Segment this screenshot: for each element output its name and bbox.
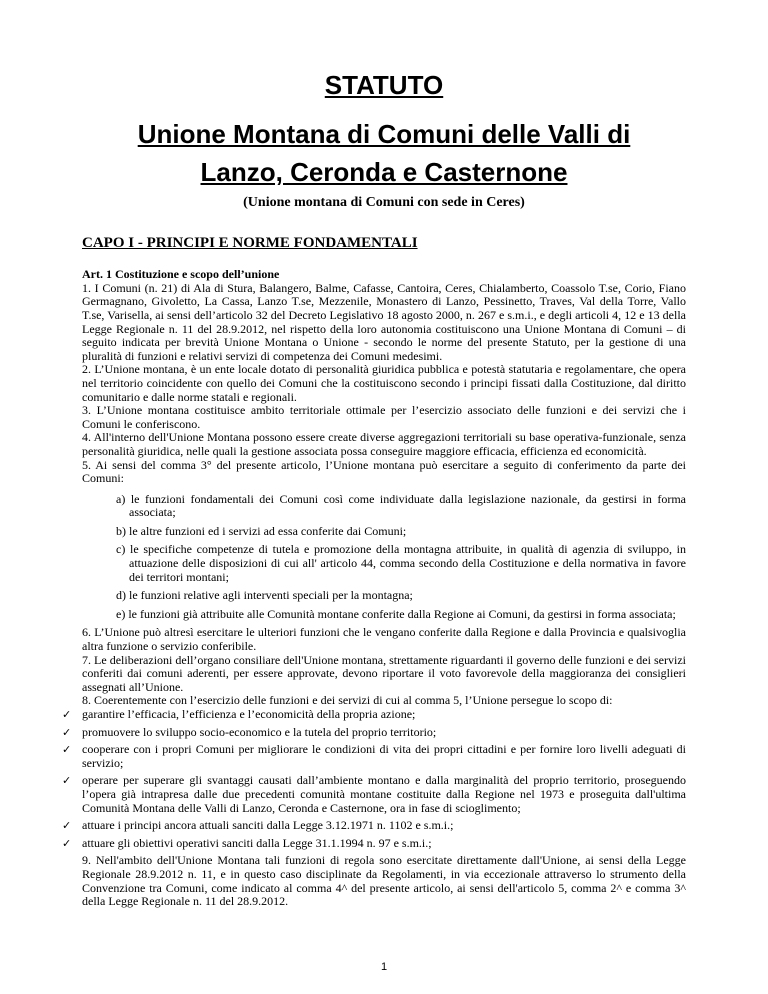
checklist-item-text: garantire l’efficacia, l’efficienza e l’economicità della propria azione; <box>82 707 416 721</box>
paragraph: 1. I Comuni (n. 21) di Ala di Stura, Balangero, Balme, Cafasse, Cantoira, Ceres, Chialamberto, Coassolo T.se, Corio, Fiano Germagnano, Givoletto, La Cassa, Lanzo T.se, Mezzenile, Monastero di Lanzo, Pessinetto, Traves, Val della Torre, Vallo T.se, Varisella, ai sensi dell’articolo 32 del Decreto Legislativo 18 agosto 2000, n. 267 e s.m.i., e degli articoli 4, 12 e 13 della Legge Regionale n. 11 del 28.9.2012, nel rispetto della loro autonomia costituiscono una Unione Montana di Comuni – di seguito indicata per brevità Unione Montana o Unione - secondo le norme del presente Statuto, per la gestione di una pluralità di funzioni e relativi servizi di competenza dei Comuni medesimi. <box>82 280 686 363</box>
checklist-item <box>62 742 686 770</box>
lettered-list-item: e) le funzioni già attribuite alle Comunità montane conferite dalla Regione ai Comuni, da gestirsi in forma associata; <box>116 606 676 621</box>
paragraph: 2. L’Unione montana, è un ente locale dotato di personalità giuridica pubblica e potestà statutaria e regolamentare, che opera nel territorio coincidente con quello dei Comuni che la costituiscono secondo i principi fissati dalla Costituzione, dal diritto comunitario e dalle norme statali e regionali. <box>82 362 686 404</box>
document-title: STATUTO <box>324 70 444 100</box>
document-note: (Unione montana di Comuni con sede in Ceres) <box>243 195 525 211</box>
paragraph: 7. Le deliberazioni dell’organo consiliare dell'Unione montana, strettamente riguardanti il governo delle funzioni e dei servizi conferiti dai comuni aderenti, per essere approvate, devono riportare il voto favorevole della maggioranza dei consiglieri assegnati all’Unione. <box>82 652 686 694</box>
chapter-heading: CAPO I - PRINCIPI E NORME FONDAMENTALI <box>82 235 418 252</box>
checklist-item-text: operare per superare gli svantaggi causati dall’ambiente montano e dalla marginalità del proprio territorio, proseguendo l’opera già intrapresa dalle due precedenti comunità montane costituite dalla Regione nel 1973 e proseguita dall'ultima Comunità Montana delle Valli di Lanzo, Ceronda e Casternone, ora in fase di scioglimento; <box>82 773 686 815</box>
checklist-item-text: attuare gli obiettivi operativi sanciti dalla Legge 31.1.1994 n. 97 e s.m.i.; <box>82 835 432 850</box>
checklist-item-text: promuovere lo sviluppo socio-economico e la tutela del proprio territorio; <box>82 724 437 739</box>
checkmark-icon: ✓ <box>62 743 72 757</box>
checklist-item <box>62 818 686 833</box>
lettered-list-item: a) le funzioni fondamentali dei Comuni così come individuate dalla legislazione nazionale, da gestirsi in forma associata; <box>116 491 686 520</box>
paragraph: 3. L’Unione montana costituisce ambito territoriale ottimale per l’esercizio associato delle funzioni e dei servizi che i Comuni le conferiscono. <box>82 403 686 431</box>
checklist <box>62 707 686 850</box>
checklist-item-text: attuare i principi ancora attuali sanciti dalla Legge 3.12.1971 n. 1102 e s.m.i.; <box>82 818 454 833</box>
paragraph: 9. Nell'ambito dell'Unione Montana tali funzioni di regola sono esercitate direttamente dall'Unione, ai sensi della Legge Regionale 28.9.2012 n. 11, e in questo caso disciplinate da Regolamenti, in via eccezionale attraverso lo strumento della Convenzione tra Comuni, come indicato al comma 4^ del presente articolo, ai sensi dell'articolo 5, comma 2^ e comma 3^ della Legge Regionale n. 11 del 28.9.2012. <box>82 853 686 909</box>
article-title: Art. 1 Costituzione e scopo dell’unione <box>82 267 280 282</box>
checkmark-icon: ✓ <box>62 819 72 833</box>
checkmark-icon: ✓ <box>62 836 72 850</box>
paragraph: 8. Coerentemente con l’esercizio delle funzioni e dei servizi di cui al comma 5, l’Unione persegue lo scopo di: <box>82 693 613 708</box>
lettered-list <box>82 493 686 622</box>
page-number: 1 <box>380 961 388 973</box>
checkmark-icon: ✓ <box>62 708 72 721</box>
paragraph: 5. Ai sensi del comma 3° del presente articolo, l’Unione montana può esercitare a seguito di conferimento da parte dei Comuni: <box>82 457 686 486</box>
checklist-item-text: cooperare con i propri Comuni per migliorare le condizioni di vita dei propri cittadini e per fornire loro livelli adeguati di servizio; <box>82 742 686 770</box>
checklist-item <box>62 835 686 851</box>
lettered-list-item: b) le altre funzioni ed i servizi ad essa conferite dai Comuni; <box>116 523 407 538</box>
checkmark-icon: ✓ <box>62 774 72 788</box>
checklist-item <box>62 724 686 740</box>
lettered-list-item: c) le specifiche competenze di tutela e promozione della montagna attribuite, in qualità di agenzia di sviluppo, in attuazione delle disposizioni di cui all' articolo 44, comma secondo della Costituzione e della normativa in favore dei territori montani; <box>116 542 686 584</box>
lettered-list-item: d) le funzioni relative agli interventi speciali per la montagna; <box>116 588 413 603</box>
checkmark-icon: ✓ <box>62 725 72 739</box>
checklist-item <box>62 707 686 722</box>
paragraph: 6. L’Unione può altresì esercitare le ulteriori funzioni che le vengano conferite dalla Regione e dalla Provincia e qualsivoglia altra funzione o servizio conferibile. <box>82 625 686 654</box>
checklist-item <box>62 773 686 815</box>
document-subtitle: Unione Montana di Comuni delle Valli di Lanzo, Ceronda e Casternone <box>137 119 631 188</box>
paragraph: 4. All'interno dell'Unione Montana possono essere create diverse aggregazioni territoriali su base operativa-funzionale, senza personalità giuridica, nelle quali la gestione associata possa conseguire maggiore efficacia, efficienza ed economicità. <box>82 430 686 458</box>
